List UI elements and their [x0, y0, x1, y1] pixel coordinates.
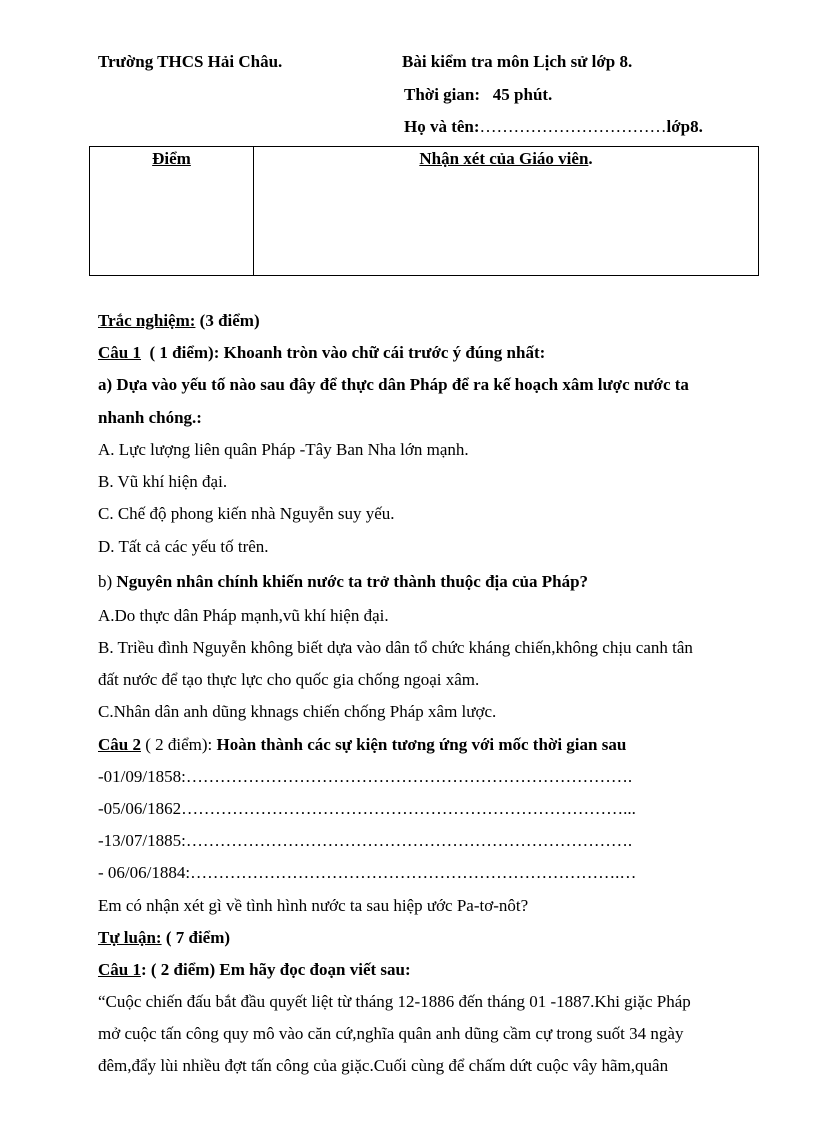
- name-label: Họ và tên:: [404, 117, 480, 136]
- tl-title: Tự luận:: [98, 928, 162, 947]
- q2-label: Câu 2: [98, 735, 141, 754]
- score-cell[interactable]: [90, 147, 254, 276]
- time-value: 45 phút.: [492, 85, 553, 104]
- question-b-heading: [98, 572, 588, 592]
- question-a-option-a[interactable]: A. Lực lượng liên quân Pháp -Tây Ban Nha lớn mạnh.: [98, 440, 469, 459]
- exam-time: [404, 85, 552, 105]
- tl-q1-text: : ( 2 điểm) Em hãy đọc đoạn viết sau:: [140, 960, 411, 979]
- qb-prefix: b): [98, 572, 113, 591]
- q1-label: Câu 1: [98, 343, 141, 362]
- essay-question-1-heading: [98, 960, 411, 980]
- tn-points: (3 điểm): [199, 311, 260, 330]
- tl-points: ( 7 điểm): [165, 928, 231, 947]
- score-table: [89, 146, 759, 276]
- date-line-3[interactable]: -13/07/1885:…………………………………………………………………….: [98, 831, 633, 850]
- question-1-heading: [98, 343, 545, 363]
- q2-points: ( 2 điểm):: [145, 735, 213, 754]
- question-a-option-b[interactable]: B. Vũ khí hiện đại.: [98, 472, 228, 491]
- exam-title: Bài kiểm tra môn Lịch sử lớp 8.: [402, 52, 633, 71]
- school-name: Trường THCS Hải Châu.: [98, 52, 283, 71]
- passage-line-1: “Cuộc chiến đấu bắt đầu quyết liệt từ tháng 12-1886 đến tháng 01 -1887.Khi giặc Pháp: [98, 992, 691, 1011]
- remark-question: Em có nhận xét gì về tình hình nước ta sau hiệp ước Pa-tơ-nôt?: [98, 896, 529, 915]
- student-name-line: [404, 117, 703, 137]
- essay-heading: [98, 928, 230, 948]
- question-a-line2: nhanh chóng.:: [98, 408, 202, 427]
- date-line-1[interactable]: -01/09/1858:…………………………………………………………………….: [98, 767, 633, 786]
- question-a-line1: a) Dựa vào yếu tố nào sau đây để thực dân Pháp để ra kế hoạch xâm lược nước ta: [98, 375, 689, 394]
- question-2-heading: [98, 735, 626, 755]
- q2-text: Hoàn thành các sự kiện tương ứng với mốc thời gian sau: [216, 735, 627, 754]
- comment-header: Nhận xét của Giáo viên: [419, 149, 589, 168]
- comment-cell[interactable]: Nhận xét của Giáo viên.: [254, 147, 759, 276]
- question-b-option-a[interactable]: A.Do thực dân Pháp mạnh,vũ khí hiện đại.: [98, 606, 389, 625]
- passage-line-3: đêm,đẩy lùi nhiều đợt tấn công của giặc.Cuối cùng để chấm dứt cuộc vây hãm,quân: [98, 1056, 669, 1075]
- tn-title: Trắc nghiệm:: [98, 311, 196, 330]
- date-line-2[interactable]: -05/06/1862……………………………………………………………………...: [98, 799, 636, 818]
- date-line-4[interactable]: - 06/06/1884:………………………………………………………………….…: [98, 863, 637, 882]
- score-header: Điểm: [152, 149, 191, 168]
- question-b-option-b-line2[interactable]: đất nước để tạo thực lực cho quốc gia chống ngoại xâm.: [98, 670, 480, 689]
- question-b-option-c[interactable]: C.Nhân dân anh dũng khnags chiến chống Pháp xâm lược.: [98, 702, 497, 721]
- class-label: lớp8.: [666, 117, 703, 136]
- tl-q1-label: Câu 1: [98, 960, 141, 979]
- multiple-choice-heading: [98, 311, 260, 331]
- passage-line-2: mở cuộc tấn công quy mô vào căn cứ,nghĩa quân anh dũng cầm cự trong suốt 34 ngày: [98, 1024, 684, 1043]
- question-a-option-d[interactable]: D. Tất cả các yếu tố trên.: [98, 537, 269, 556]
- name-dots[interactable]: ……………………………: [479, 117, 667, 136]
- q1-instruction: ( 1 điểm): Khoanh tròn vào chữ cái trước ý đúng nhất:: [149, 343, 546, 362]
- question-b-option-b-line1[interactable]: B. Triều đình Nguyễn không biết dựa vào dân tổ chức kháng chiến,không chịu canh tân: [98, 638, 693, 657]
- qb-text: Nguyên nhân chính khiến nước ta trở thành thuộc địa của Pháp?: [116, 572, 589, 591]
- question-a-option-c[interactable]: C. Chế độ phong kiến nhà Nguyễn suy yếu.: [98, 504, 395, 523]
- time-label: Thời gian:: [404, 85, 481, 104]
